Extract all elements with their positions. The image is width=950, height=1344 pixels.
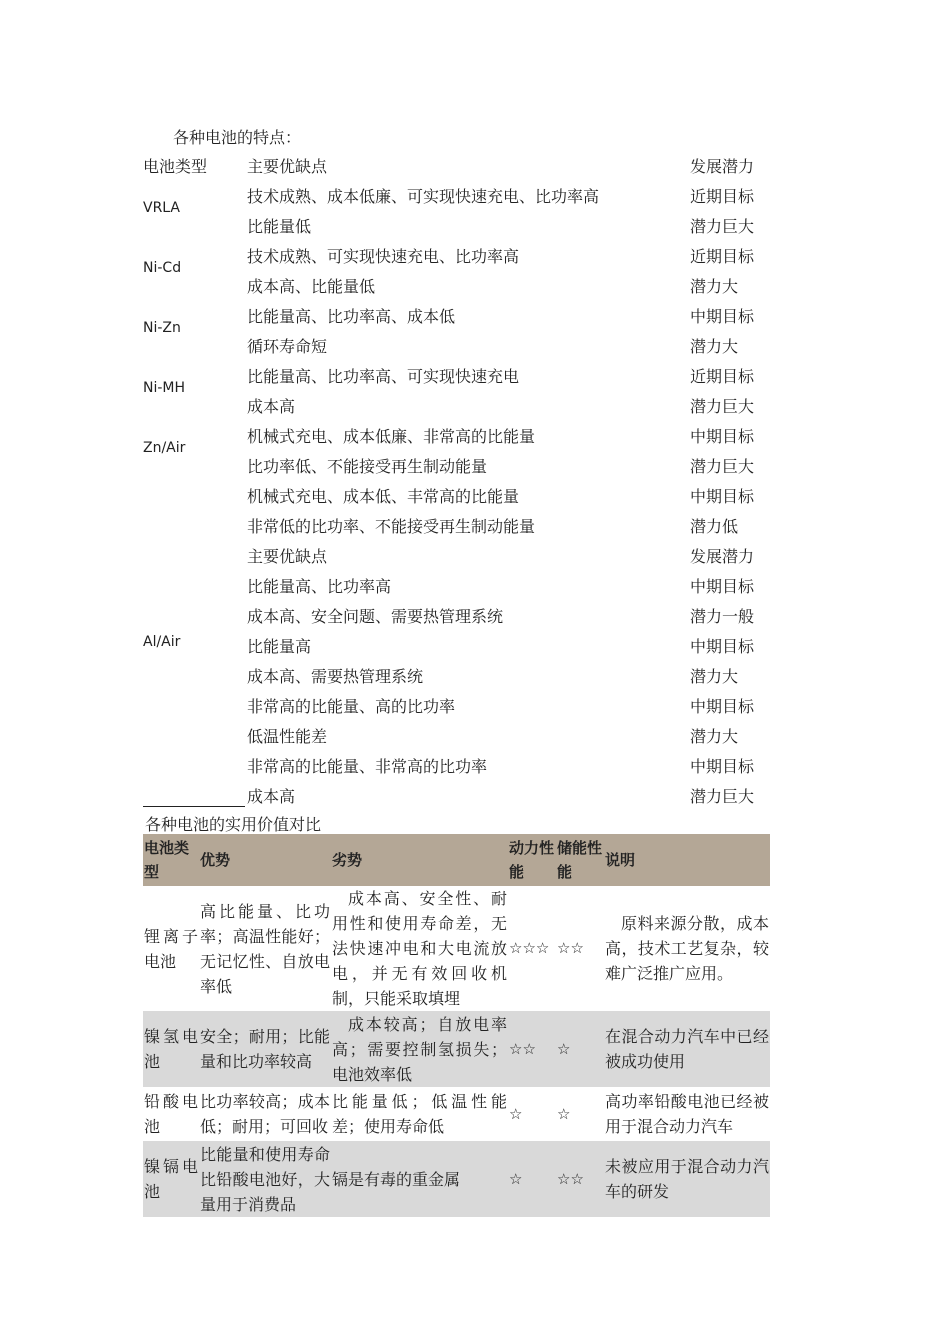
col-header-advantages: 优势: [199, 834, 331, 886]
potential-cell: 近期目标: [690, 247, 755, 266]
potential-cell: 近期目标: [690, 187, 755, 206]
comparison-table: [143, 834, 770, 1217]
potential-cell: 潜力巨大: [690, 397, 755, 416]
potential-cell: 发展潜力: [690, 547, 755, 566]
divider-line: [143, 806, 245, 807]
storage-rating: ☆: [557, 1104, 571, 1123]
table-row: [143, 1141, 770, 1217]
potential-cell: 中期目标: [690, 307, 755, 326]
pros-cons-cell: 机械式充电、成本低、丰常高的比能量: [247, 487, 520, 506]
potential-cell: 中期目标: [690, 487, 755, 506]
pros-cons-cell: 非常低的比功率、不能接受再生制动能量: [247, 517, 536, 536]
col-header-type: 电池类型: [143, 834, 199, 886]
header-pros-cons: 主要优缺点: [247, 157, 328, 176]
pros-cons-cell: 低温性能差: [247, 727, 328, 746]
col-header-notes: 说明: [604, 834, 770, 886]
type-cell: 锂离子电池: [144, 926, 198, 971]
battery-features-table: [0, 150, 950, 810]
advantages-cell: 比功率较高；成本低；耐用；可回收: [200, 1092, 330, 1136]
table-row: [0, 720, 950, 750]
pros-cons-cell: 成本高、安全问题、需要热管理系统: [247, 607, 504, 626]
pros-cons-cell: 主要优缺点: [247, 547, 328, 566]
advantages-cell: 安全；耐用；比能量和比功率较高: [199, 1011, 331, 1087]
potential-cell: 中期目标: [690, 757, 755, 776]
battery-type-ni-zn: Ni-Zn: [143, 320, 181, 336]
table1-header-row: [0, 150, 950, 180]
battery-type-zn-air: Zn/Air: [143, 440, 186, 456]
battery-type-al-air: Al/Air: [143, 634, 181, 650]
table-row: [0, 570, 950, 600]
type-cell: 镍氢电池: [143, 1011, 199, 1087]
table-row: [0, 510, 950, 540]
potential-cell: 潜力大: [690, 727, 739, 746]
comparison-header-row: [143, 834, 770, 886]
header-battery-type: 电池类型: [143, 157, 208, 176]
intro-heading: 各种电池的特点：: [173, 128, 302, 147]
table-row: [0, 540, 950, 570]
potential-cell: 近期目标: [690, 367, 755, 386]
advantages-cell: 高比能量、比功率；高温性能好；无记忆性、自放电率低: [200, 901, 330, 996]
notes-cell: 高功率铅酸电池已经被用于混合动力汽车: [605, 1092, 769, 1136]
table-row: [143, 1011, 770, 1087]
notes-cell: 未被应用于混合动力汽车的研发: [604, 1141, 770, 1217]
battery-type-vrla: VRLA: [143, 200, 181, 216]
battery-type-ni-cd: Ni-Cd: [143, 260, 182, 276]
table-row: [143, 1087, 770, 1141]
storage-rating: ☆☆: [557, 939, 584, 957]
comparison-title: 各种电池的实用价值对比: [145, 815, 322, 834]
table-row: [0, 660, 950, 690]
potential-cell: 潜力大: [690, 667, 739, 686]
disadvantages-cell: 比能量低；低温性能差；使用寿命低: [332, 1092, 507, 1136]
type-cell: 铅酸电池: [144, 1092, 198, 1136]
pros-cons-cell: 机械式充电、成本低廉、非常高的比能量: [247, 427, 536, 446]
pros-cons-cell: 技术成熟、成本低廉、可实现快速充电、比功率高: [247, 187, 600, 206]
disadvantages-cell: 成本较高；自放电率高；需要控制氢损失；电池效率低: [331, 1011, 508, 1087]
col-header-power: 动力性能: [508, 834, 556, 886]
type-cell: 镍镉电池: [143, 1141, 199, 1217]
potential-cell: 潜力大: [690, 337, 739, 356]
potential-cell: 潜力巨大: [690, 787, 755, 806]
pros-cons-cell: 非常高的比能量、高的比功率: [247, 697, 456, 716]
storage-rating: ☆: [556, 1011, 604, 1087]
pros-cons-cell: 比能量高、比功率高、成本低: [247, 307, 456, 326]
pros-cons-cell: 比能量高: [247, 637, 312, 656]
table-row: [0, 480, 950, 510]
disadvantages-cell: 镉是有毒的重金属: [331, 1141, 508, 1217]
pros-cons-cell: 成本高、比能量低: [247, 277, 376, 296]
potential-cell: 潜力巨大: [690, 457, 755, 476]
pros-cons-cell: 比能量低: [247, 217, 312, 236]
potential-cell: 潜力大: [690, 277, 739, 296]
power-rating: ☆: [509, 1104, 523, 1123]
pros-cons-cell: 非常高的比能量、非常高的比功率: [247, 757, 488, 776]
table-row: [0, 690, 950, 720]
potential-cell: 中期目标: [690, 427, 755, 446]
potential-cell: 潜力低: [690, 517, 739, 536]
table-row: [143, 886, 770, 1011]
col-header-storage: 储能性能: [556, 834, 604, 886]
potential-cell: 中期目标: [690, 637, 755, 656]
battery-type-ni-mh: Ni-MH: [143, 380, 186, 396]
pros-cons-cell: 比功率低、不能接受再生制动能量: [247, 457, 488, 476]
pros-cons-cell: 成本高: [247, 397, 296, 416]
power-rating: ☆☆☆: [509, 939, 550, 957]
disadvantages-cell: 成本高、安全性、耐用性和使用寿命差，无法快速冲电和大电流放电，并无有效回收机制，只能采取填埋: [332, 889, 507, 1008]
notes-cell: 原料来源分散，成本高，技术工艺复杂，较难广泛推广应用。: [605, 914, 769, 983]
pros-cons-cell: 技术成熟、可实现快速充电、比功率高: [247, 247, 520, 266]
pros-cons-cell: 成本高: [247, 787, 296, 806]
pros-cons-cell: 比能量高、比功率高: [247, 577, 392, 596]
col-header-disadvantages: 劣势: [331, 834, 508, 886]
table-row: [0, 600, 950, 630]
pros-cons-cell: 成本高、需要热管理系统: [247, 667, 424, 686]
potential-cell: 中期目标: [690, 697, 755, 716]
potential-cell: 潜力一般: [690, 607, 755, 626]
pros-cons-cell: 循环寿命短: [247, 337, 328, 356]
potential-cell: 中期目标: [690, 577, 755, 596]
storage-rating: ☆☆: [556, 1141, 604, 1217]
pros-cons-cell: 比能量高、比功率高、可实现快速充电: [247, 367, 520, 386]
notes-cell: 在混合动力汽车中已经被成功使用: [604, 1011, 770, 1087]
power-rating: ☆: [508, 1141, 556, 1217]
potential-cell: 潜力巨大: [690, 217, 755, 236]
advantages-cell: 比能量和使用寿命比铅酸电池好，大量用于消费品: [199, 1141, 331, 1217]
power-rating: ☆☆: [508, 1011, 556, 1087]
header-potential: 发展潜力: [690, 157, 755, 176]
table-row: [0, 750, 950, 780]
